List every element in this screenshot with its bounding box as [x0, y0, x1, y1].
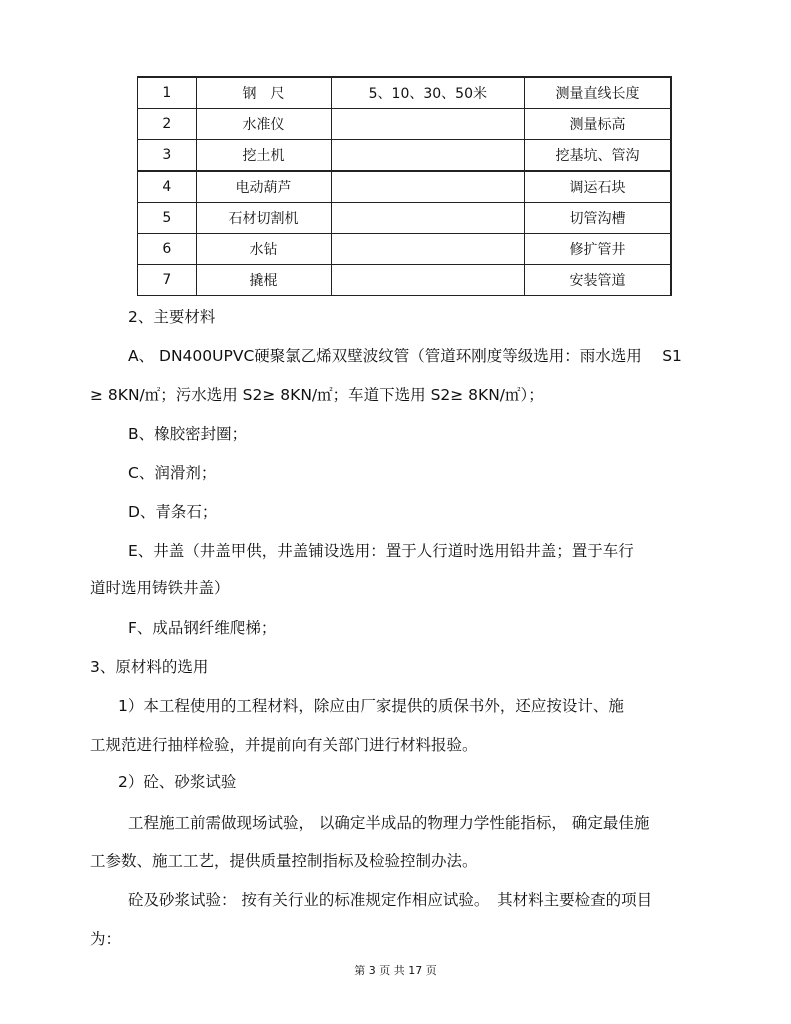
equipment-name: 挖土机 [196, 140, 331, 172]
table-row [138, 265, 672, 296]
paragraph-1-line1: 1）本工程使用的工程材料，除应由厂家提供的质保书外，还应按设计、施 [118, 697, 624, 715]
equipment-spec [331, 203, 525, 234]
equipment-use: 测量直线长度 [525, 77, 671, 109]
equipment-use: 测量标高 [525, 109, 671, 140]
equipment-spec [331, 171, 525, 203]
material-e-line1: E、井盖（井盖甲供，井盖铺设选用：置于人行道时选用铅井盖；置于车行 [128, 542, 634, 560]
row-number: 6 [138, 234, 197, 265]
equipment-name: 水准仪 [196, 109, 331, 140]
row-number: 7 [138, 265, 197, 296]
material-f: F、成品钢纤维爬梯； [128, 619, 277, 637]
row-number: 5 [138, 203, 197, 234]
equipment-use: 挖基坑、管沟 [525, 140, 671, 172]
material-a-line1: A、 DN400UPVC硬聚氯乙烯双壁波纹管（管道环刚度等级选用：雨水选用 S1 [128, 347, 682, 365]
equipment-spec [331, 140, 525, 172]
equipment-name: 水钻 [196, 234, 331, 265]
row-number: 3 [138, 140, 197, 172]
equipment-spec [331, 234, 525, 265]
paragraph-3-line2: 工参数、施工工艺，提供质量控制指标及检验控制办法。 [90, 852, 478, 870]
section-heading-raw-materials: 3、原材料的选用 [90, 658, 209, 676]
table-row [138, 77, 672, 109]
equipment-use: 修扩管井 [525, 234, 671, 265]
table-row [138, 171, 672, 203]
equipment-name: 石材切割机 [196, 203, 331, 234]
paragraph-4-line1: 砼及砂浆试验： 按有关行业的标准规定作相应试验。 其材料主要检查的项目 [128, 891, 653, 909]
paragraph-2-heading: 2）砼、砂浆试验 [118, 773, 237, 791]
equipment-use: 调运石块 [525, 171, 671, 203]
material-e-line2: 道时选用铸铁井盖） [90, 579, 230, 597]
paragraph-1-line2: 工规范进行抽样检验，并提前向有关部门进行材料报验。 [90, 736, 478, 754]
table-row [138, 140, 672, 172]
equipment-use: 安装管道 [525, 265, 671, 296]
equipment-name: 撬棍 [196, 265, 331, 296]
equipment-spec [331, 265, 525, 296]
paragraph-4-line2: 为： [90, 930, 122, 948]
material-b: B、橡胶密封圈； [128, 425, 248, 443]
equipment-spec: 5、10、30、50米 [331, 77, 525, 109]
material-d: D、青条石； [128, 503, 218, 521]
material-a-line2: ≥ 8KN/㎡；污水选用 S2≥ 8KN/㎡；车道下选用 S2≥ 8KN/㎡）； [90, 386, 544, 404]
row-number: 1 [138, 77, 197, 109]
material-c: C、润滑剂； [128, 464, 217, 482]
table-row [138, 109, 672, 140]
equipment-name: 钢 尺 [196, 77, 331, 109]
table-row [138, 234, 672, 265]
row-number: 2 [138, 109, 197, 140]
equipment-spec [331, 109, 525, 140]
section-heading-materials: 2、主要材料 [128, 308, 216, 326]
paragraph-3-line1: 工程施工前需做现场试验， 以确定半成品的物理力学性能指标， 确定最佳施 [128, 814, 650, 832]
row-number: 4 [138, 171, 197, 203]
equipment-use: 切管沟槽 [525, 203, 671, 234]
equipment-table [137, 76, 672, 296]
equipment-name: 电动葫芦 [196, 171, 331, 203]
table-row [138, 203, 672, 234]
page-footer: 第 3 页 共 17 页 [354, 964, 437, 977]
